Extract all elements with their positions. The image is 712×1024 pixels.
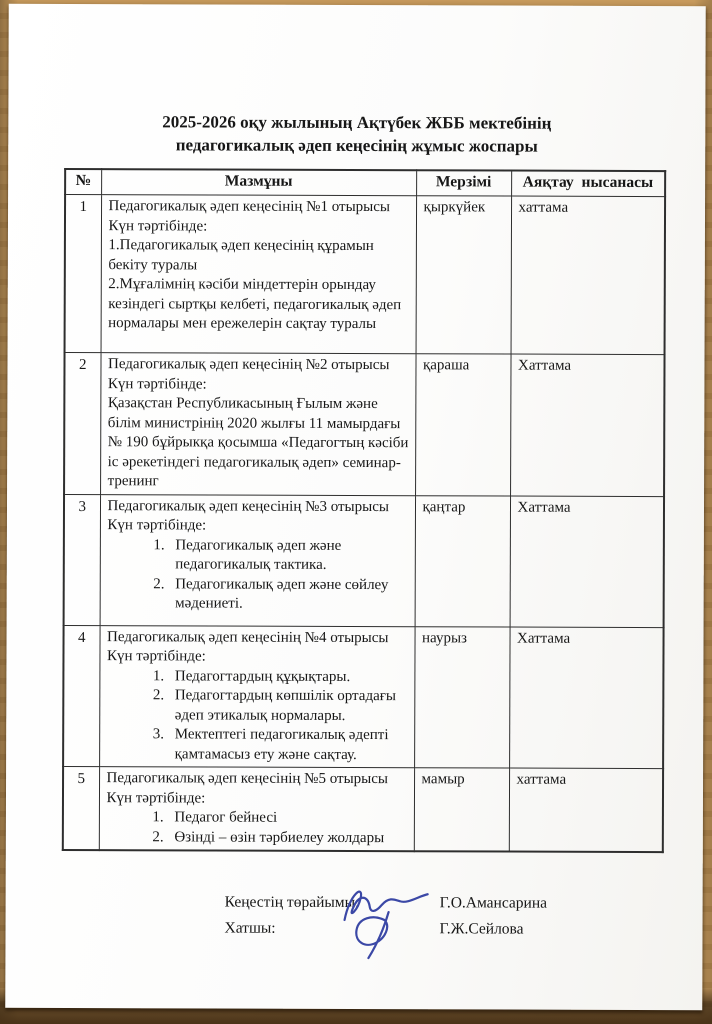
row-term-cell: наурыз [414,626,509,768]
content-list-item [107,575,409,615]
content-paragraph: Күн тәртібінде: [107,517,207,534]
list-item-number: 2. [152,828,164,845]
content-paragraph: Күн тәртібінде: [108,217,208,234]
header-cell-result: Аяқтау нысанасы [511,171,665,197]
table-row [65,194,666,354]
row-result-cell: Хаттама [510,496,664,628]
row-content-cell [99,767,414,852]
list-item-number: 3. [152,726,164,743]
list-item-number: 2. [152,687,165,704]
content-list-item [107,686,409,726]
row-result-cell: Хаттама [510,354,664,496]
content-paragraph: Педагогикалық әдеп кеңесінің №5 отырысы [106,770,389,788]
title-line-1: 2025-2026 оқу жылының Ақтүбек ЖББ мектебінің [162,112,552,133]
chair-label: Кеңестің төрайымы: [224,893,360,912]
row-number-cell: 3 [64,494,100,625]
list-item-number: 2. [153,575,165,592]
list-item-number: 1. [152,809,164,826]
document-page [5,4,706,1010]
list-item-text: Педагогтардың құқықтары. [174,667,351,685]
row-number-cell: 2 [64,352,100,494]
row-term-cell: мамыр [414,768,509,852]
document-title [8,110,705,158]
row-content-cell [99,625,414,768]
row-number-cell: 4 [63,625,99,767]
plan-table-body [63,194,665,852]
row-term-cell: қаңтар [415,495,510,626]
table-row [64,494,664,627]
row-result-cell: хаттама [511,196,666,355]
row-number-cell: 1 [65,194,102,352]
row-content-cell [101,195,417,354]
row-content-cell [100,494,415,626]
row-term-cell: қараша [415,354,510,496]
content-list-item [106,808,408,829]
list-item-number: 1. [152,667,165,684]
table-row [64,352,664,496]
chair-row [6,889,703,917]
list-item-text: Өзінді – өзін тәрбиелеу жолдары [174,828,385,846]
content-list-item [107,667,409,688]
row-result-cell: Хаттама [509,627,663,769]
table-header-row [65,169,665,197]
content-list-item [107,725,409,765]
content-paragraph: Педагогикалық әдеп кеңесінің №4 отырысы [107,628,389,646]
secretary-label: Хатшы: [224,919,276,937]
row-result-cell: хаттама [509,768,663,852]
list-item-text: Педагогикалық әдеп және сөйлеу мәдениеті. [175,575,389,612]
header-cell-number: № [65,169,101,195]
list-item-text: Педагогикалық әдеп және педагогикалық тактика. [175,536,342,573]
table-row [63,625,663,769]
row-term-cell: қыркүйек [416,196,512,354]
list-item-text: Мектептегі педагогикалық әдепті қамтамасыз ету және сақтау. [174,726,389,763]
content-paragraph: Қазақстан Республикасының Ғылым және білім министрінің 2020 жылғы 11 мамырдағы № 190 бұйрыкқа қосымша «Педагогтың кәсіби іс әрекетіндегі педагогикалық әдеп» семинар-тренинг [107,395,409,490]
secretary-row [5,915,702,943]
content-paragraph: Күн тәртібінде: [106,648,206,665]
title-line-2: педагогикалық әдеп кеңесінің жұмыс жоспары [175,135,538,156]
row-content-cell [100,353,415,496]
secretary-name: Г.Ж.Сейлова [439,920,524,938]
chair-name: Г.О.Амансарина [439,894,548,912]
content-paragraph: Күн тәртібінде: [107,375,207,392]
header-cell-term: Мерзімі [416,170,511,196]
content-list-item [106,828,408,849]
header-cell-content: Мазмұны [101,169,416,196]
content-paragraph: 2.Мұғалімнің кәсіби міндеттерін орындау кезіндегі сыртқы келбеті, педагогикалық әдеп нормалары мен ережелерін сақтау туралы [108,276,402,333]
content-paragraph: Күн тәртібінде: [106,789,206,806]
table-row [63,766,663,852]
content-paragraph: 1.Педагогикалық әдеп кеңесінің құрамын бекіту туралы [108,237,374,273]
list-item-text: Педагогтардың көпшілік ортадағы әдеп этикалық нормалары. [174,687,397,724]
content-paragraph: Педагогикалық әдеп кеңесінің №3 отырысы [107,497,389,515]
content-paragraph: Педагогикалық әдеп кеңесінің №2 отырысы [107,356,390,374]
content-paragraph: Педагогикалық әдеп кеңесінің №1 отырысы [108,198,391,216]
row-number-cell: 5 [63,766,99,850]
content-list-item [107,536,409,576]
footer [5,889,702,943]
list-item-number: 1. [153,536,165,553]
list-item-text: Педагог бейнесі [174,809,278,826]
plan-table [62,168,666,853]
